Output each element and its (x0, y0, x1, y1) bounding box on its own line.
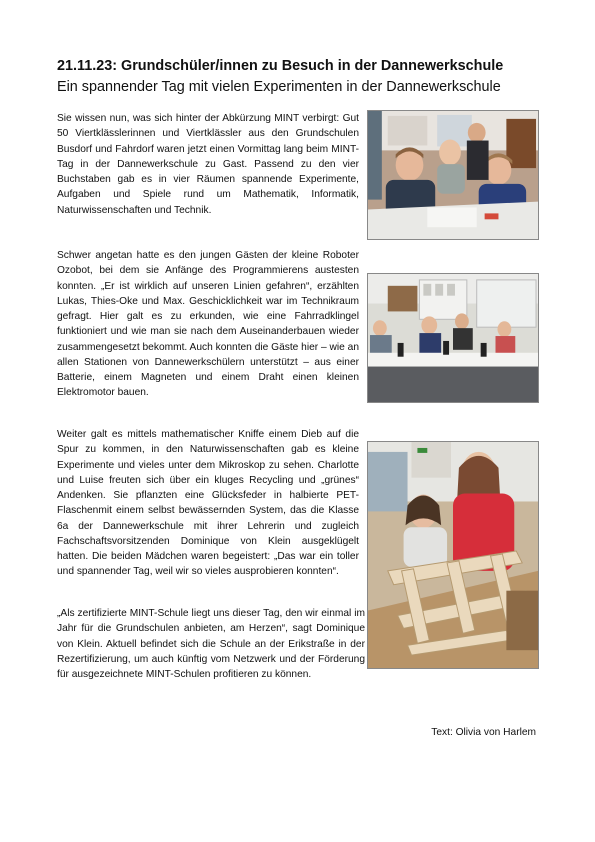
paragraph-experiments: Weiter galt es mittels mathematischer Kniffe einem Dieb auf die Spur zu kommen, in den Naturwissenschaften gab es kleine Experimente und vieles unter dem Mikroskop zu sehen. Charlotte und Luise freuten sich über ein kluges Recycling und „grünes“ Andenken. Sie pflanzten eine Glücksfeder in halbierte PET-Flaschenmit einem selbst bewässernden System, das die Klasse 6a der Dannewerkschule mit ihrer Lehrerin und zugleich Fachschaftsvorsitzenden Dominique von Klein ausgeklügelt hatten. Die beiden Mädchen waren begeistert: „Das war ein toller und spannender Tag, weil wir so vieles ausprobieren konnten“. (57, 429, 359, 578)
author-credit: Text: Olivia von Harlem (431, 727, 536, 738)
paragraph-mint-school-text: „Als zertifizierte MINT-Schule liegt uns dieser Tag, den wir einmal im Jahr für die Grundschulen anbieten, am Herzen“, sagt Dominique von Klein. Aktuell befindet sich die Schule an der Erikstraße in der Rezertifizierung, um auch künftig vom Netzwerk und der Förderung für ausgezeichnete MINT-Schulen profitieren zu können. (57, 608, 365, 680)
article-title: 21.11.23: Grundschüler/innen zu Besuch in der Dannewerkschule (57, 58, 504, 74)
paragraph-ozobot: Schwer angetan hatte es den jungen Gästen der kleine Roboter Ozobot, bei dem sie Anfänge des Programmierens austesten konnten. „Er ist wirklich auf unseren Linien gefahren“, erzählten Lukas, Thies-Oke und Max. Geschicklichkeit war im Technikraum gefragt. Hier galt es zu erkunden, wie eine Fahrradklingel funktioniert und wie man sie nach dem Auseinanderbauen wieder zusammengesetzt bekommt. Auch konnten die Gäste hier – wie an allen Stationen von Dannewerkschülern unterstützt – aus einer Batterie, einem Magneten und einem Draht einen kleinen Elektromotor bauen. (57, 250, 359, 399)
photo-wood-workshop (367, 441, 539, 669)
photo-ozobot-students (367, 110, 539, 240)
article-subtitle: Ein spannender Tag mit vielen Experimenten in der Dannewerkschule (57, 79, 501, 95)
paragraph-intro: Sie wissen nun, was sich hinter der Abkürzung MINT verbirgt: Gut 50 Viertklässlerinnen und Viertklässler aus den Grundschulen Busdorf und Fahrdorf waren jetzt einen Vormittag lang beim MINT-Tag in der Dannewerkschule zu Gast. Passend zu den vier Buchstaben gab es in vier Räumen spannende Experimente, Aufgaben und Spiele rund um Mathematik, Informatik, Naturwissenschaften und Technik. (57, 113, 359, 216)
photo-microscope-classroom (367, 273, 539, 403)
